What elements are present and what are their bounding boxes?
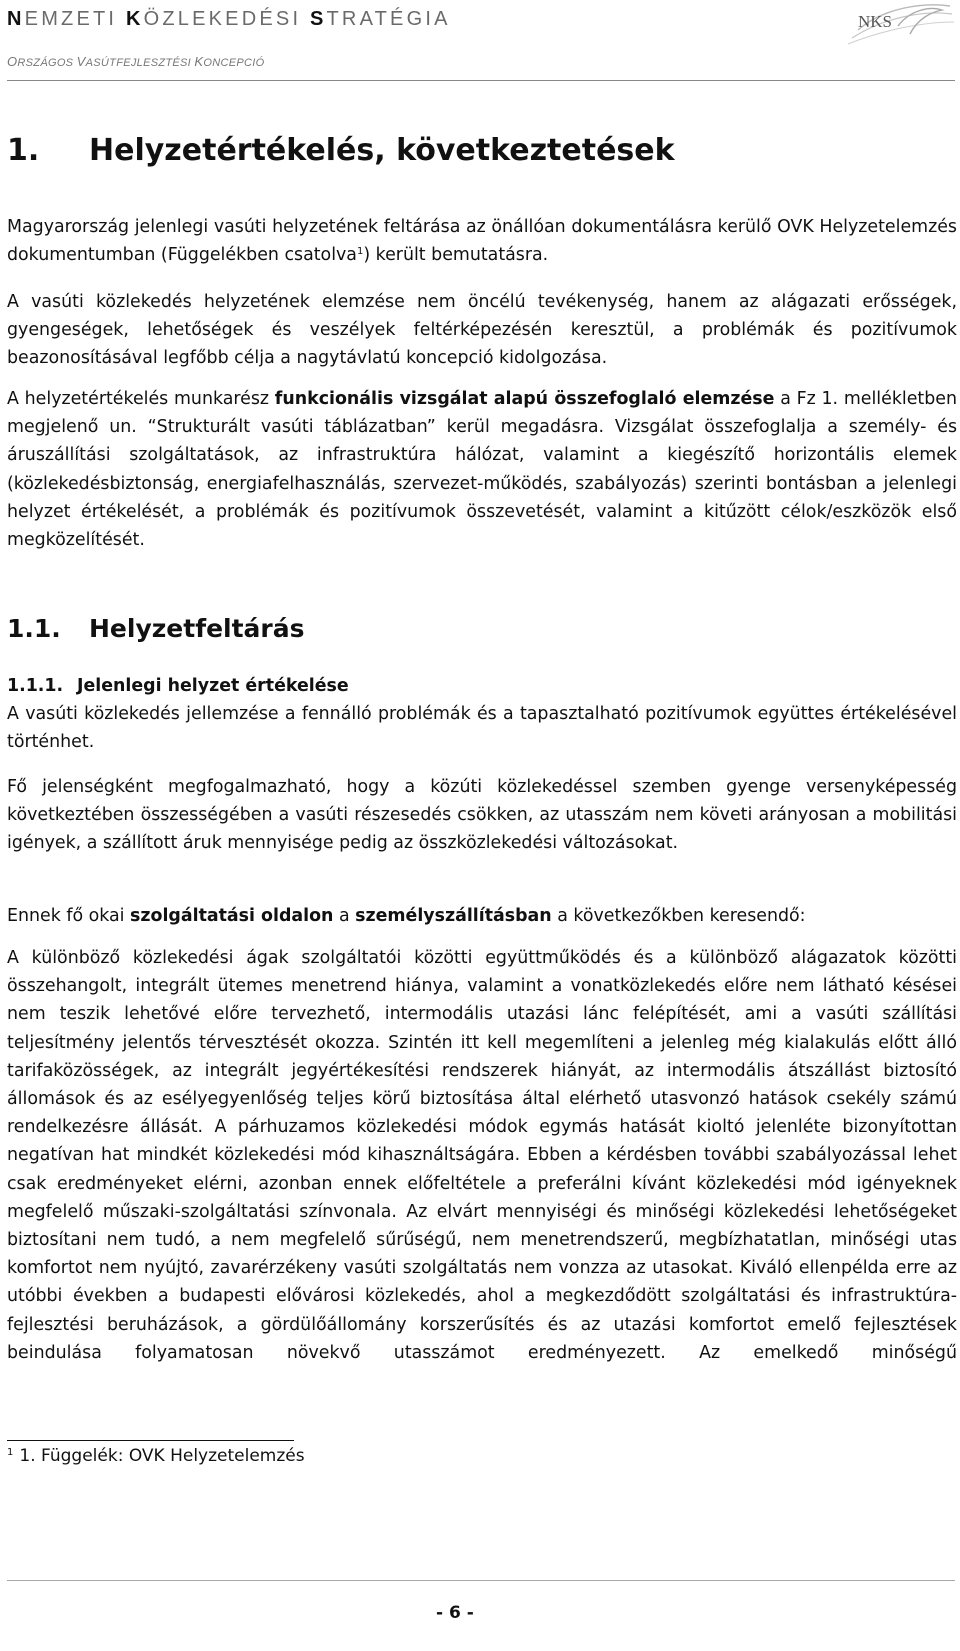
intro-paragraph-2: A vasúti közlekedés helyzetének elemzése nem öncélú tevékenység, hanem az alágazati erősségek, gyengeségek, lehetőségek és veszélyek feltérképezésén keresztül, a problémák és pozitívumok beazonosításával legfőbb célja a nagytávlatú koncepció kidolgozása. — [7, 292, 957, 369]
bold-phrase: személyszállításban — [355, 906, 552, 926]
footnote-divider — [7, 1440, 294, 1441]
svg-text:NKS: NKS — [858, 12, 893, 31]
header-title-rest: ÖZLEKEDÉSI — [143, 8, 310, 30]
body-paragraph-4: A különböző közlekedési ágak szolgáltatói közötti együttműködés és a különböző alágazatok közötti összehangolt, integrált ütemes menetrend hiánya, valamint a vonatközlekedés előre nem látható késései nem teszik lehetővé előre tervezhető, intermodális utazási lánc felépítését, ami a vasúti szállítási teljesítmény jelentős térvesztését okozza. Szintén itt kell megemlíteni a jelenleg még kialakulás előtt álló tarifaközösségek, az integrált jegyértékesítési rendszerek hiányát, az intermodális átszállást biztosító állomások és az esélyegyenlőség teljes körű biztosítása által elérhető utasvonzó hatások csekély számú rendelkezésre állását. A párhuzamos közlekedési módok egymás hatását kioltó jelenléte bizonyítottan negatívan hat mindkét közlekedési mód kihasználtságára. Ebben a kérdésben további szabályozással lehet csak eredményeket elérni, azonban ennek előfeltétele a preferálni kívánt közlekedési mód igényeknek megfelelő műszaki-szolgáltatási színvonala. Az elvárt mennyiségi és minőségi közlekedési lehetőségeket biztosítani nem tudó, a nem megfelelő sűrűségű, nem menetrendszerű, megbízhatatlan, minőségi utas komfortot nem nyújtó, zavarérzékeny vasúti szolgáltatás nem vonzza az utasokat. Kiváló ellenpélda erre az utóbbi években a budapesti elővárosi közlekedés, ahol a megkezdődött szolgáltatási és infrastruktúra-fejlesztési beruházások, a gördülőállomány korszerűsítés és az utazási komfortot emelő fejlesztések beindulása folyamatosan növekvő utasszámot eredményezett. Az emelkedő minőségű — [7, 948, 957, 1363]
header-subtitle-cap: K — [194, 54, 204, 69]
chapter-title: Helyzetértékelés, következtetések — [89, 133, 675, 168]
section-number: 1.1. — [7, 614, 61, 643]
subsection-number: 1.1.1. — [7, 676, 64, 696]
subsection-title: Jelenlegi helyzet értékelése — [77, 676, 349, 696]
section-title: Helyzetfeltárás — [89, 614, 305, 643]
page-number: - 6 - — [436, 1603, 474, 1623]
header-subtitle-cap: O — [7, 54, 18, 69]
bold-phrase: funkcionális vizsgálat alapú összefoglaló elemzése — [274, 389, 775, 409]
header-subtitle-rest: ASÚTFEJLESZTÉSI — [85, 57, 195, 69]
section-heading — [7, 614, 305, 643]
header-title-cap: K — [125, 8, 144, 30]
header-subtitle-cap: V — [76, 54, 86, 69]
footnote-text: 1. Függelék: OVK Helyzetelemzés — [19, 1446, 305, 1466]
header-subtitle — [7, 54, 264, 69]
header-divider — [7, 80, 955, 81]
chapter-number: 1. — [7, 133, 40, 168]
footer-divider — [7, 1580, 955, 1581]
bold-phrase: szolgáltatási oldalon — [130, 906, 334, 926]
header-title-cap: N — [7, 8, 25, 30]
chapter-heading — [7, 133, 675, 168]
intro-paragraph-1: Magyarország jelenlegi vasúti helyzetének feltárása az önállóan dokumentálásra kerülő OVK Helyzetelemzés dokumentumban (Függelékben csatolva$^1$) került bemutatásra. — [7, 217, 957, 266]
body-paragraph-2: Fő jelenségként megfogalmazható, hogy a közúti közlekedéssel szemben gyenge versenyképesség következtében összességében a vasúti részesedés csökken, az utasszám nem követi arányosan a mobilitási igények, a szállított áruk mennyisége pedig az összközlekedési változásokat. — [7, 777, 957, 854]
header-subtitle-rest: RSZÁGOS — [17, 57, 77, 69]
header-title — [7, 8, 451, 31]
footnote-marker: 1 — [7, 1447, 14, 1458]
intro-paragraph-3: A helyzetértékelés munkarész funkcionális vizsgálat alapú összefoglaló elemzése a Fz 1. mellékletben megjelenő un. “Strukturált vasúti táblázatban” kerül megadásra. Vizsgálat összefoglalja a személy- és áruszállítási szolgáltatások, az infrastruktúra hálózat, valamint a kiegészítő horizontális elemek (közlekedésbiztonság, energiafelhasználás, szervezet-működés, szabályozás) szerinti bontásban a jelenlegi helyzet értékelését, a problémák és pozitívumok összevetését, valamint a kitűzött célok/eszközök első megközelítését. — [7, 389, 957, 551]
header-title-cap: S — [309, 8, 327, 30]
body-paragraph-3: Ennek fő okai szolgáltatási oldalon a személyszállításban a következőkben keresendő: — [7, 906, 806, 926]
footnote-ref[interactable]: 1 — [356, 246, 364, 258]
nks-logo-icon — [838, 0, 956, 48]
footnote — [7, 1446, 305, 1466]
header-subtitle-rest: ONCEPCIÓ — [203, 57, 265, 69]
body-paragraph-1: A vasúti közlekedés jellemzése a fennálló problémák és a tapasztalható pozitívumok együttes értékelésével történhet. — [7, 704, 957, 753]
header-title-rest: TRATÉGIA — [326, 8, 451, 30]
header-title-rest: EMZETI — [24, 8, 126, 30]
subsection-heading — [7, 676, 349, 696]
